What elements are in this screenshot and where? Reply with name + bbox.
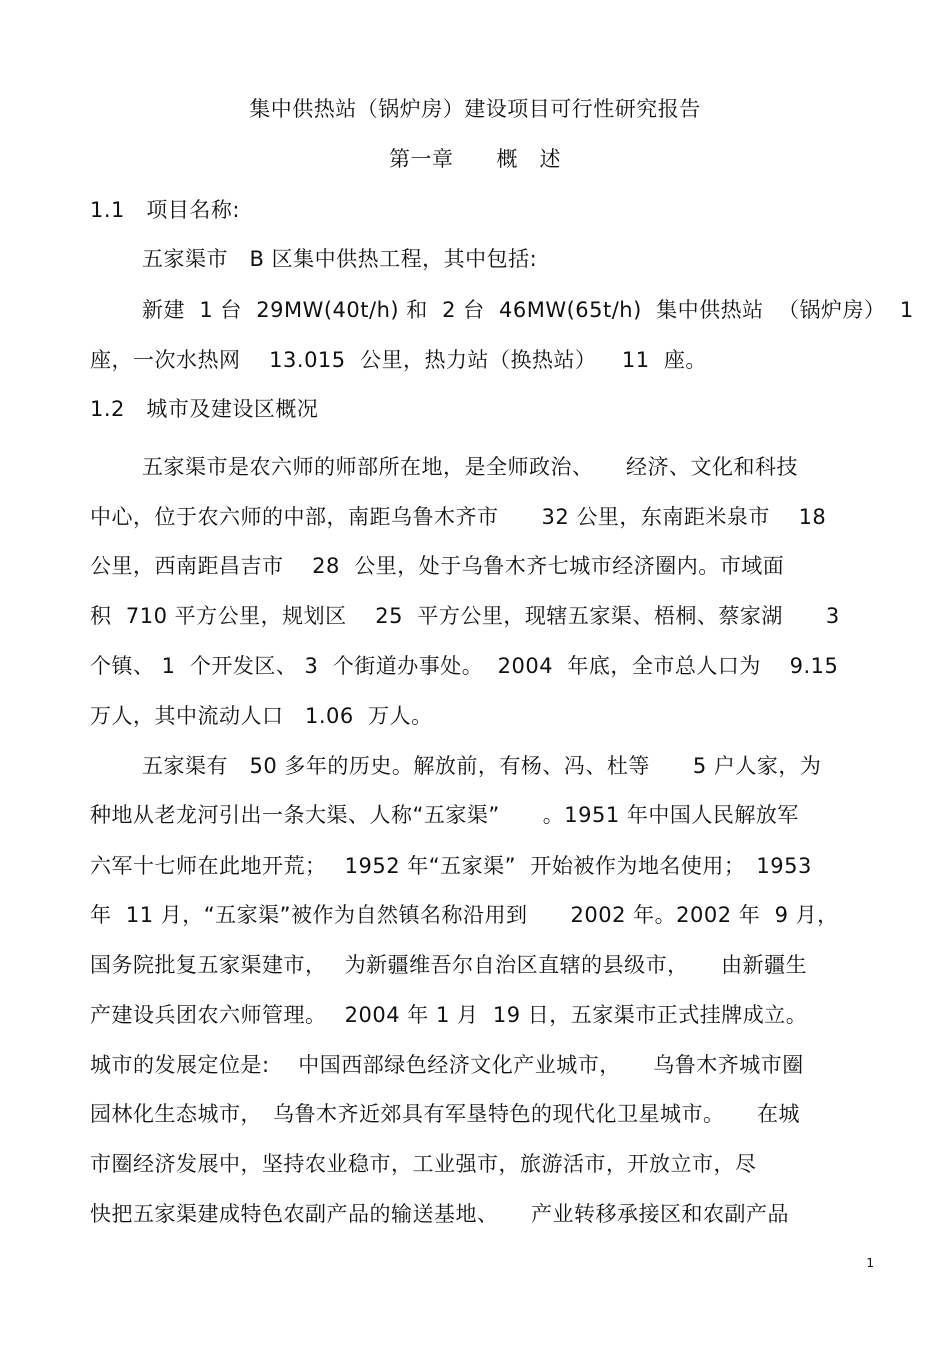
paragraph-line: 积 710 平方公里，规划区 25 平方公里，现辖五家渠、梧桐、蔡家湖 3 xyxy=(90,604,840,628)
paragraph-line: 国务院批复五家渠建市， 为新疆维吾尔自治区直辖的县级市， 由新疆生 xyxy=(90,953,808,977)
paragraph-line: 年 11 月，“五家渠”被作为自然镇名称沿用到 2002 年。2002 年 9 月， xyxy=(90,903,839,927)
paragraph-line: 种地从老龙河引出一条大渠、人称“五家渠” 。1951 年中国人民解放军 xyxy=(90,803,799,827)
paragraph-line: 新建 1 台 29MW(40t/h) 和 2 台 46MW(65t/h) 集中供热站 （锅炉房） 1 xyxy=(142,298,914,322)
paragraph-line: 市圈经济发展中，坚持农业稳市，工业强市，旅游活市，开放立市，尽 xyxy=(90,1152,757,1176)
paragraph-line: 五家渠市 B 区集中供热工程，其中包括: xyxy=(142,247,538,271)
paragraph-line: 中心，位于农六师的中部，南距乌鲁木齐市 32 公里，东南距米泉市 18 xyxy=(90,505,827,529)
chapter-heading: 第一章 概 述 xyxy=(389,147,561,171)
paragraph-line: 园林化生态城市， 乌鲁木齐近郊具有军垦特色的现代化卫星城市。 在城 xyxy=(90,1102,800,1126)
section-heading: 1.1 项目名称: xyxy=(90,198,240,222)
paragraph-line: 公里，西南距昌吉市 28 公里，处于乌鲁木齐七城市经济圈内。市域面 xyxy=(90,554,785,578)
paragraph-line: 万人，其中流动人口 1.06 万人。 xyxy=(90,704,433,728)
paragraph-line: 座，一次水热网 13.015 公里，热力站（换热站） 11 座。 xyxy=(90,348,707,372)
paragraph-line: 五家渠有 50 多年的历史。解放前，有杨、冯、杜等 5 户人家，为 xyxy=(142,754,822,778)
paragraph-line: 快把五家渠建成特色农副产品的输送基地、 产业转移承接区和农副产品 xyxy=(90,1202,789,1226)
section-heading: 1.2 城市及建设区概况 xyxy=(90,397,319,421)
paragraph-line: 城市的发展定位是: 中国西部绿色经济文化产业城市， 乌鲁木齐城市圈 xyxy=(90,1053,804,1077)
document-title: 集中供热站（锅炉房）建设项目可行性研究报告 xyxy=(249,97,701,121)
paragraph-line: 产建设兵团农六师管理。 2004 年 1 月 19 日，五家渠市正式挂牌成立。 xyxy=(90,1003,808,1027)
paragraph-line: 个镇、 1 个开发区、 3 个街道办事处。 2004 年底，全市总人口为 9.15 xyxy=(90,654,839,678)
paragraph-line: 五家渠市是农六师的师部所在地，是全师政治、 经济、文化和科技 xyxy=(142,455,798,479)
paragraph-line: 六军十七师在此地开荒； 1952 年“五家渠” 开始被作为地名使用； 1953 xyxy=(90,854,812,878)
page-number: 1 xyxy=(866,1256,874,1270)
